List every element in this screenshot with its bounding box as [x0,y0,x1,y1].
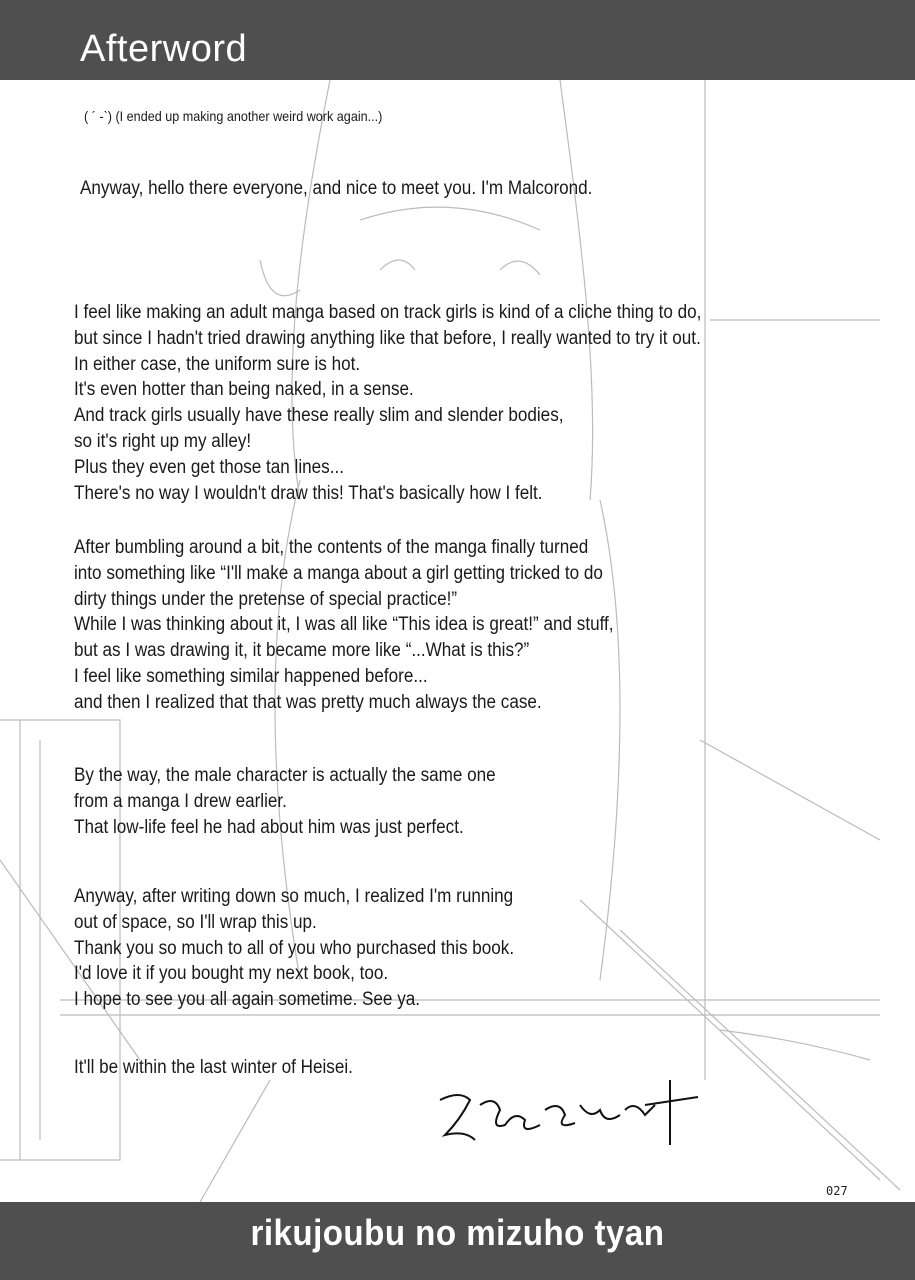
footer-bar [0,1202,915,1280]
text-line: I feel like making an adult manga based on track girls is kind of a cliche thing to do, [74,302,702,323]
text-line: and then I realized that that was pretty much always the case. [74,691,542,713]
text-line: I hope to see you all again sometime. See ya. [74,989,421,1011]
text-line: Plus they even get those tan lines... [74,456,344,478]
text-line: I feel like something similar happened before... [74,665,428,687]
text-line: but as I was drawing it, it became more like “...What is this?” [74,640,530,662]
greeting-text [80,176,592,202]
page-title: Afterword [80,28,248,70]
text-line: After bumbling around a bit, the contents of the manga finally turned [74,537,589,558]
text-line: It's even hotter than being naked, in a sense. [74,379,414,401]
text-line: Anyway, after writing down so much, I realized I'm running [74,886,514,907]
text-line: but since I hadn't tried drawing anything like that before, I really wanted to try it out. [74,327,701,349]
text-line: There's no way I wouldn't draw this! That's basically how I felt. [74,482,543,504]
text-line: I'd love it if you bought my next book, too. [74,963,389,985]
paragraph-2 [74,535,614,716]
text-line: out of space, so I'll wrap this up. [74,911,317,933]
paragraph-3 [74,763,496,840]
page-number: 027 [826,1184,848,1198]
author-signature [430,1075,700,1155]
text-line: In either case, the uniform sure is hot. [74,353,361,375]
text-line: And track girls usually have these really slim and slender bodies, [74,405,564,427]
emoticon-note: ( ´ -`) (I ended up making another weird work again...) [84,108,383,124]
text-line: While I was thinking about it, I was all like “This idea is great!” and stuff, [74,614,614,636]
text-line: into something like “I'll make a manga about a girl getting tricked to do [74,562,603,584]
text-line: That low-life feel he had about him was just perfect. [74,816,464,838]
text-line: Anyway, hello there everyone, and nice to meet you. I'm Malcorond. [80,178,593,199]
text-line: dirty things under the pretense of special practice!” [74,588,458,610]
text-line: Thank you so much to all of you who purchased this book. [74,937,515,959]
text-line: It'll be within the last winter of Heisei. [74,1057,353,1078]
text-line: from a manga I drew earlier. [74,790,287,812]
paragraph-4 [74,884,514,1013]
book-title: rikujoubu no mizuho tyan [250,1212,665,1253]
paragraph-1 [74,300,701,506]
paragraph-5 [74,1055,353,1081]
text-line: By the way, the male character is actually the same one [74,765,496,786]
text-line: so it's right up my alley! [74,430,252,452]
header-bar [0,0,915,80]
